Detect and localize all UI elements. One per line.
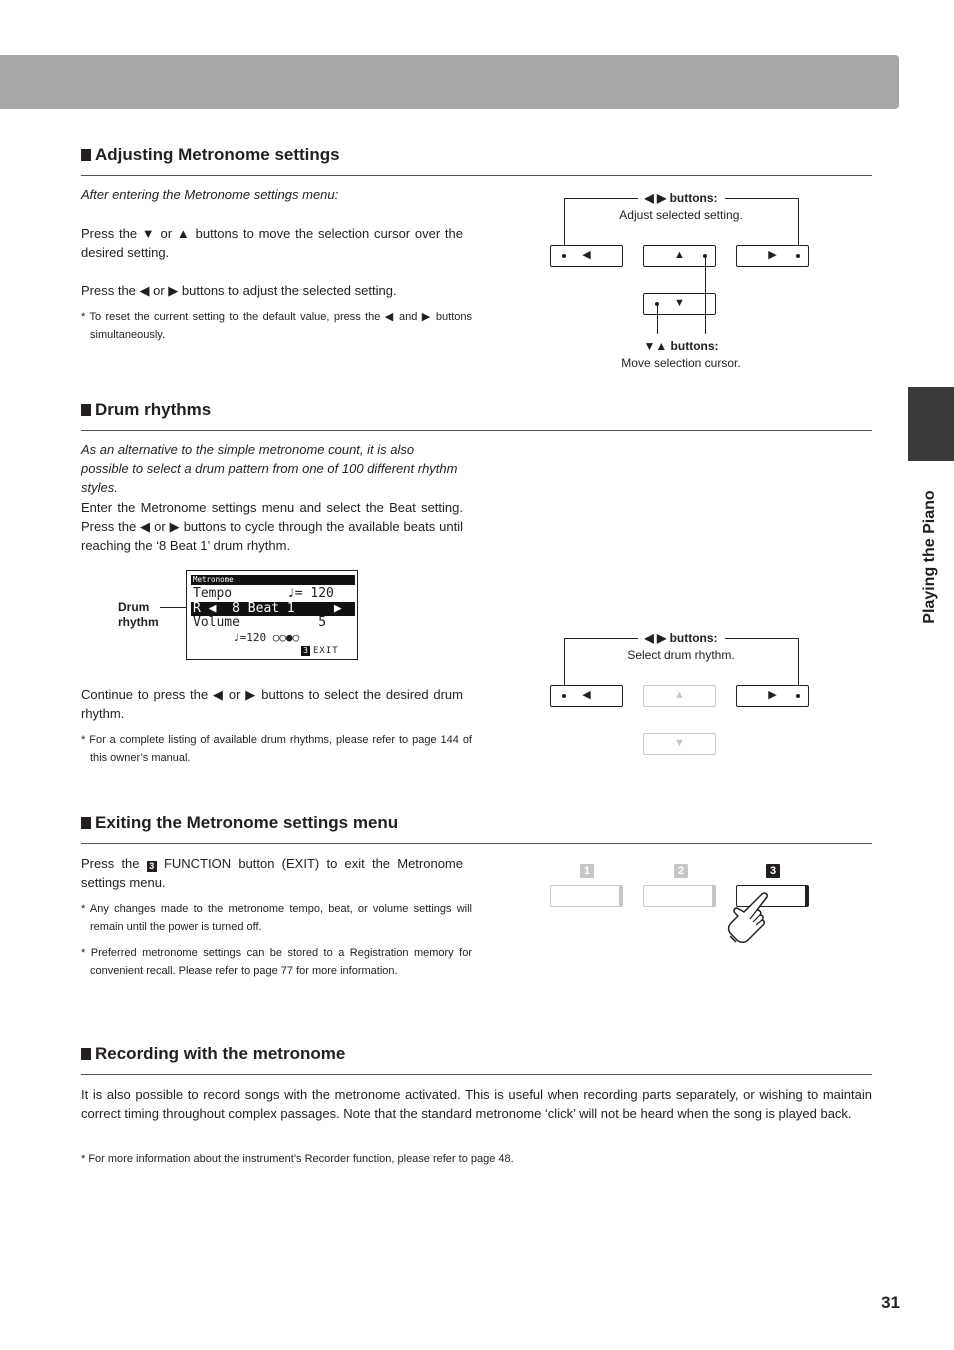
drum-buttons-diagram (540, 625, 830, 765)
section-rule (81, 175, 872, 176)
ud-buttons-caption: ▼▲ buttons: Move selection cursor. (621, 339, 741, 370)
drum-intro: As an alternative to the simple metronome count, it is also possible to select a drum pattern from one of 100 different rhythm styles. (81, 442, 458, 495)
callout-dot (562, 694, 566, 698)
function-button-1[interactable] (550, 885, 623, 907)
lcd-display (186, 570, 358, 660)
left-arrow-button[interactable]: ◀ (550, 245, 623, 267)
callout-dot (796, 254, 800, 258)
exiting-note1: * Any changes made to the metronome tempo, beat, or volume settings will remain until the power is turned off. (81, 903, 472, 933)
callout-line (705, 256, 706, 334)
callout-line (564, 638, 638, 639)
section-heading-exiting: Exiting the Metronome settings menu (81, 813, 398, 833)
up-arrow-button[interactable]: ▲ (643, 245, 716, 267)
callout-line (160, 607, 188, 608)
lcd-tempo-row: Tempo ♩= 120 (193, 586, 334, 601)
pointing-hand-icon (726, 890, 776, 945)
section-heading-drum: Drum rhythms (81, 400, 211, 420)
lcd-exit-label: EXIT (313, 646, 339, 656)
section-heading-recording: Recording with the metronome (81, 1044, 345, 1064)
lcd-header: Metronome (191, 575, 355, 585)
callout-dot (562, 254, 566, 258)
side-tab-label: Playing the Piano (921, 490, 938, 624)
drum-note: * For a complete listing of available drum rhythms, please refer to page 144 of this owner’s manual. (81, 734, 472, 764)
left-arrow-button[interactable]: ◀ (550, 685, 623, 707)
heading-marker (81, 1048, 91, 1060)
callout-dot (796, 694, 800, 698)
adjusting-para1: Press the ▼ or ▲ buttons to move the selection cursor over the desired setting. (81, 226, 463, 260)
recording-para1: It is also possible to record songs with the metronome activated. This is useful when recording parts separately, or wishing to maintain correct timing throughout complex passages. Note that the standard metronome ‘click’ will not be heard when the song is played back. (81, 1087, 872, 1121)
section-heading-adjusting: Adjusting Metronome settings (81, 145, 340, 165)
drum-para1: Enter the Metronome settings menu and select the Beat setting. Press the ◀ or ▶ buttons to cycle through the available beats until reaching the ‘8 Beat 1’ drum rhythm. (81, 500, 463, 553)
heading-marker (81, 149, 91, 161)
lcd-status-row: ♩=120 ○○●○ (233, 631, 300, 644)
lr-buttons-caption: ◀ ▶ buttons: Select drum rhythm. (627, 631, 735, 662)
drum-rhythm-callout-label: Drum rhythm (118, 600, 159, 629)
function-key-3-icon: 3 (147, 861, 157, 872)
callout-line (564, 198, 638, 199)
lr-buttons-caption: ◀ ▶ buttons: Adjust selected setting. (619, 191, 743, 222)
adjust-buttons-diagram (540, 185, 830, 375)
section-rule (81, 430, 872, 431)
adjusting-note: * To reset the current setting to the default value, press the ◀ and ▶ buttons simultaneously. (81, 311, 472, 341)
header-bar (0, 55, 899, 109)
callout-line (657, 304, 658, 334)
recording-note: * For more information about the instrument’s Recorder function, please refer to page 48. (81, 1153, 514, 1165)
right-arrow-button[interactable]: ▶ (736, 245, 809, 267)
section-rule (81, 1074, 872, 1075)
callout-line (725, 198, 798, 199)
section-rule (81, 843, 872, 844)
heading-marker (81, 404, 91, 416)
lcd-exit-key: 3 (301, 646, 310, 656)
function-key-2-label: 2 (674, 864, 688, 878)
down-arrow-button[interactable]: ▼ (643, 733, 716, 755)
exiting-para1: Press the 3 FUNCTION button (EXIT) to exit the Metronome settings menu. (81, 856, 463, 890)
up-arrow-button[interactable]: ▲ (643, 685, 716, 707)
page-number: 31 (881, 1293, 900, 1312)
lcd-volume-row: Volume 5 (193, 615, 327, 630)
function-key-1-label: 1 (580, 864, 594, 878)
function-button-2[interactable] (643, 885, 716, 907)
right-arrow-button[interactable]: ▶ (736, 685, 809, 707)
lcd-beat-row: R ◀ 8 Beat 1 ▶ (191, 602, 355, 616)
function-buttons-diagram (540, 860, 830, 950)
drum-para2: Continue to press the ◀ or ▶ buttons to select the desired drum rhythm. (81, 687, 463, 721)
callout-line (725, 638, 798, 639)
exiting-note2: * Preferred metronome settings can be stored to a Registration memory for convenient recall. Please refer to page 77 for more information. (81, 947, 472, 977)
adjusting-intro: After entering the Metronome settings menu: (81, 187, 339, 202)
heading-marker (81, 817, 91, 829)
down-arrow-button[interactable]: ▼ (643, 293, 716, 315)
side-tab (908, 387, 954, 461)
adjusting-para2: Press the ◀ or ▶ buttons to adjust the selected setting. (81, 283, 397, 298)
function-key-3-label: 3 (766, 864, 780, 878)
